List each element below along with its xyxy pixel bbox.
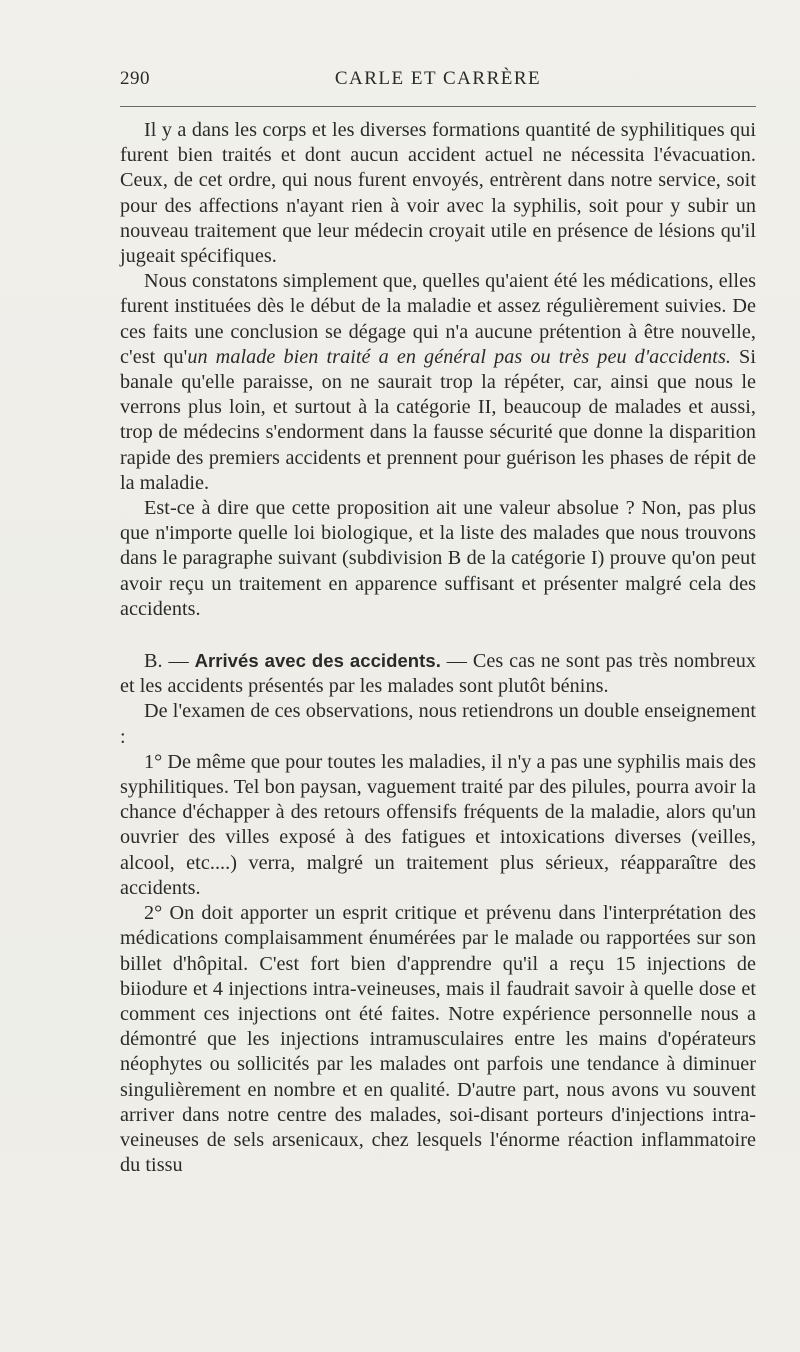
- paragraph-4: [120, 648, 756, 699]
- paragraph-5: De l'examen de ces observations, nous retiendrons un double enseignement :: [120, 700, 756, 748]
- section-prefix: B. —: [144, 650, 195, 673]
- paragraph-7: 2° On doit apporter un esprit critique et prévenu dans l'interprétation des médications complaisamment énumérées par le malade ou rapportées sur son billet d'hôpital. C'est fort bien d'apprendre qu'il a reçu 15 injections de biiodure et 4 injections intra-veineuses, mais il faudrait savoir à quelle dose et comment ces injections ont été faites. Notre expérience personnelle nous a démontré que les injections intramusculaires entre les mains d'opérateurs néophytes ou sollicités par les malades ont parfois une tendance à diminuer singulièrement en nombre et en qualité. D'autre part, nous avons vu souvent arriver dans notre centre des malades, soi-disant porteurs d'injections intra-veineuses de sels arsenicaux, chez lesquels l'énorme réaction inflammatoire du tissu: [120, 902, 756, 1177]
- header-rule: [120, 106, 756, 107]
- paragraph-3: Est-ce à dire que cette proposition ait une valeur absolue ? Non, pas plus que n'importe quelle loi biologique, et la liste des malades que nous trouvons dans le paragraphe suivant (subdivision B de la catégorie I) prouve qu'on peut avoir reçu un traitement en apparence suffisant et présenter malgré cela des accidents.: [120, 497, 756, 620]
- body-text: [120, 118, 756, 1178]
- paragraph-6: 1° De même que pour toutes les maladies, il n'y a pas une syphilis mais des syphilitiques. Tel bon paysan, vaguement traité par des pilules, pourra avoir la chance d'échapper à des retours offensifs fréquents de la maladie, alors qu'un ouvrier des villes exposé à des fatigues et intoxications diverses (veilles, alcool, etc....) verra, malgré un traitement plus sérieux, réapparaître des accidents.: [120, 750, 756, 899]
- section-spacer: [120, 622, 756, 648]
- running-head: CARLE ET CARRÈRE: [334, 68, 542, 89]
- page-header: [120, 68, 756, 96]
- paragraph-2-italic: un malade bien traité a en général pas ou très peu d'accidents.: [187, 345, 731, 368]
- section-heading: Arrivés avec des accidents.: [194, 650, 441, 672]
- paragraph-2: [120, 269, 756, 496]
- paragraph-2-part-b: Si banale qu'elle paraisse, on ne saurait trop la répéter, car, ainsi que nous le verrons plus loin, et surtout à la catégorie II, beaucoup de malades et aussi, trop de médecins s'endorment dans la fausse sécurité que donne la disparition rapide des premiers accidents et prennent pour guérison les phases de répit de la maladie.: [120, 345, 756, 494]
- paragraph-4-rest: — Ces cas ne sont pas très nombreux et les accidents présentés par les malades sont plutôt bénins.: [120, 650, 756, 698]
- page-number: 290: [120, 68, 150, 89]
- paragraph-2-part-a: Nous constatons simplement que, quelles qu'aient été les médications, elles furent instituées dès le début de la maladie et assez régulièrement suivies. De ces faits une conclusion se dégage qui n'a aucune prétention à être nouvelle, c'est qu': [120, 270, 756, 368]
- paragraph-1: Il y a dans les corps et les diverses formations quantité de syphilitiques qui furent bien traités et dont aucun accident actuel ne nécessita l'évacuation. Ceux, de cet ordre, qui nous furent envoyés, entrèrent dans notre service, soit pour des affections n'ayant rien à voir avec la syphilis, soit pour y subir un nouveau traitement que leur médecin croyait utile en présence de lésions qu'il jugeait spécifiques.: [120, 119, 756, 268]
